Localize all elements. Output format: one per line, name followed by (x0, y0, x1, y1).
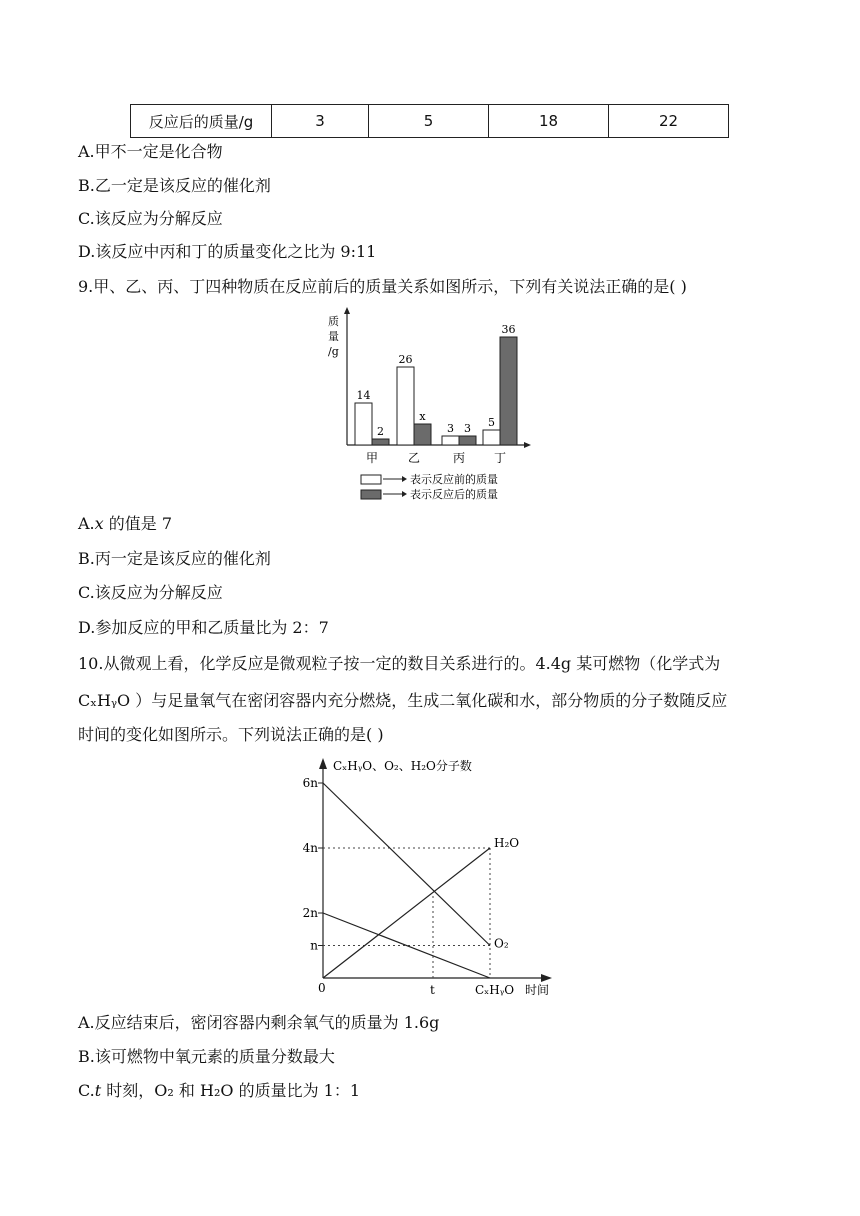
q9-option-d: D.参加反应的甲和乙质量比为 2：7 (78, 618, 329, 637)
bar-before (483, 430, 500, 445)
y-tick-label: 2n (302, 906, 318, 920)
q10-option-b: B.该可燃物中氧元素的质量分数最大 (78, 1047, 335, 1066)
x-tick-label: 甲 (365, 451, 379, 465)
bar-data-label: 3 (447, 422, 454, 435)
x-tick-label: 丙 (452, 451, 466, 465)
q8-option-a: A.甲不一定是化合物 (78, 142, 223, 161)
bar-before (397, 367, 414, 445)
y-tick-label: 4n (302, 841, 318, 855)
q10-stem-line1: 10.从微观上看，化学反应是微观粒子按一定的数目关系进行的。4.4g 某可燃物（化学式为 (78, 654, 721, 673)
bar-data-label: 26 (398, 353, 413, 366)
mass-table (130, 104, 729, 138)
q10-option-c: C.t 时刻，O₂ 和 H₂O 的质量比为 1：1 (78, 1081, 361, 1100)
bar-data-label: 36 (501, 323, 516, 336)
bar-data-label: 3 (464, 422, 471, 435)
q8-option-b: B.乙一定是该反应的催化剂 (78, 176, 271, 195)
bar-chart (325, 305, 535, 505)
bar-before (442, 436, 459, 445)
bar-data-label: x (419, 410, 426, 423)
series-label-o2: O₂ (494, 936, 509, 951)
q8-option-d: D.该反应中丙和丁的质量变化之比为 9:11 (78, 242, 377, 261)
y-tick-label: 6n (302, 776, 318, 790)
series-label-h2o: H₂O (494, 836, 520, 850)
y-axis-title: CₓHᵧO、O₂、H₂O分子数 (333, 759, 472, 773)
origin-label: 0 (318, 981, 326, 995)
table-cell: 5 (369, 105, 489, 138)
q10-option-a: A.反应结束后，密闭容器内剩余氧气的质量为 1.6g (78, 1013, 440, 1032)
legend-label-after: 表示反应后的质量 (410, 488, 498, 501)
bar-after (500, 337, 517, 445)
q9-option-c: C.该反应为分解反应 (78, 583, 223, 602)
table-row (131, 105, 729, 138)
legend-arrowhead-before (402, 476, 407, 482)
bar-after (414, 424, 431, 445)
y-axis-arrow (319, 758, 327, 769)
bar-data-label: 5 (488, 416, 495, 429)
q10-stem-line2: CₓHᵧO ）与足量氧气在密闭容器内充分燃烧，生成二氧化碳和水，部分物质的分子数随反应 (78, 691, 728, 710)
q9-option-a: A.x 的值是 7 (78, 514, 173, 533)
bar-after (459, 436, 476, 445)
bar-after (372, 439, 389, 445)
table-row-label: 反应后的质量/g (131, 105, 272, 138)
q9-option-b: B.丙一定是该反应的催化剂 (78, 549, 271, 568)
x-tick-t: t (430, 983, 435, 997)
q8-option-c: C.该反应为分解反应 (78, 209, 223, 228)
table-cell: 22 (609, 105, 729, 138)
table-cell: 18 (489, 105, 609, 138)
series-line (323, 848, 490, 978)
line-chart (290, 752, 565, 1000)
x-tick-label: 丁 (493, 451, 507, 465)
bar-data-label: 2 (377, 425, 384, 438)
legend-label-before: 表示反应前的质量 (410, 473, 498, 486)
table-cell: 3 (272, 105, 369, 138)
y-axis-arrow (344, 307, 350, 314)
q10-stem-line3: 时间的变化如图所示。下列说法正确的是( ) (78, 725, 384, 744)
y-tick-label: n (310, 938, 318, 953)
bar-before (355, 403, 372, 445)
legend-swatch-after (361, 490, 381, 499)
y-axis-label-3: /g (328, 345, 339, 358)
q9-stem: 9.甲、乙、丙、丁四种物质在反应前后的质量关系如图所示，下列有关说法正确的是( ) (78, 277, 687, 296)
y-axis-label-2: 量 (328, 330, 339, 343)
bar-data-label: 14 (356, 389, 371, 402)
x-axis-arrow (524, 442, 531, 448)
x-axis-title: 时间 (525, 983, 550, 997)
y-axis-label-1: 质 (328, 315, 339, 328)
series-line (323, 783, 490, 946)
x-tick-label: 乙 (407, 451, 421, 465)
legend-swatch-before (361, 475, 381, 484)
x-end-label: CₓHᵧO (475, 983, 515, 997)
x-axis-arrow (541, 974, 552, 982)
legend-arrowhead-after (402, 491, 407, 497)
